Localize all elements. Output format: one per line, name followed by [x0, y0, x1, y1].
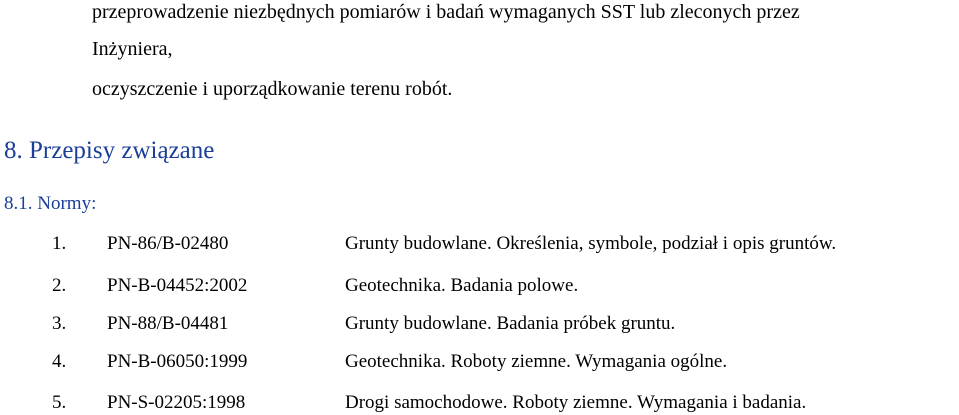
norm-title: Geotechnika. Badania polowe. — [345, 275, 579, 296]
norm-code: PN-S-02205:1998 — [107, 392, 246, 413]
section-heading: 8. Przepisy związane — [4, 137, 215, 164]
norm-title: Drogi samochodowe. Roboty ziemne. Wymagania i badania. — [345, 392, 807, 413]
norm-code: PN-88/B-04481 — [107, 313, 229, 334]
subsection-heading: 8.1. Normy: — [4, 193, 97, 214]
norm-number: 4. — [52, 351, 67, 372]
norm-code: PN-B-06050:1999 — [107, 351, 248, 372]
norm-number: 3. — [52, 313, 67, 334]
norm-title: Grunty budowlane. Określenia, symbole, podział i opis gruntów. — [345, 233, 837, 254]
norm-title: Grunty budowlane. Badania próbek gruntu. — [345, 313, 676, 334]
paragraph-measurements: przeprowadzenie niezbędnych pomiarów i badań wymaganych SST lub zleconych przez — [92, 1, 800, 23]
norm-code: PN-86/B-02480 — [107, 233, 229, 254]
norm-row — [0, 391, 959, 415]
norm-row — [0, 350, 959, 374]
norm-title: Geotechnika. Roboty ziemne. Wymagania ogólne. — [345, 351, 728, 372]
norm-code: PN-B-04452:2002 — [107, 275, 248, 296]
paragraph-cleanup: oczyszczenie i uporządkowanie terenu robót. — [92, 78, 453, 100]
norm-number: 5. — [52, 392, 67, 413]
norm-row — [0, 312, 959, 336]
paragraph-engineer: Inżyniera, — [92, 38, 173, 60]
norm-number: 2. — [52, 275, 67, 296]
norm-number: 1. — [52, 233, 67, 254]
norm-row — [0, 232, 959, 256]
norm-row — [0, 274, 959, 298]
